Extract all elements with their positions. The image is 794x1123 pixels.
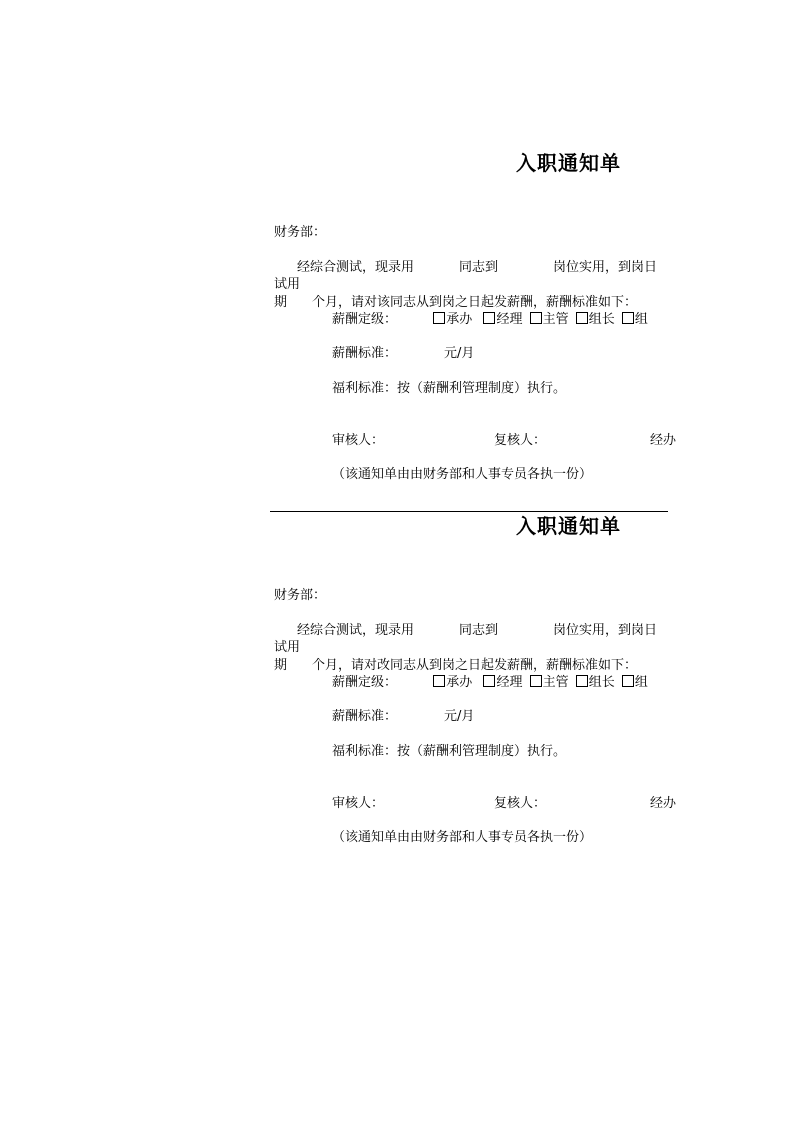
checkbox-icon	[483, 675, 495, 687]
period-label: 期	[274, 658, 288, 673]
checkbox-icon	[433, 675, 445, 687]
checkbox-icon	[530, 675, 542, 687]
period-text: 个月，请对该同志从到岗之日起发薪酬，薪酬标准如下：	[312, 295, 638, 310]
recipient-line: 财务部：	[274, 588, 327, 603]
period-text: 个月，请对改同志从到岗之日起发薪酬，薪酬标准如下：	[312, 658, 638, 673]
grade-option-1[interactable]: 承办	[433, 312, 472, 327]
grade-label: 薪酬定级：	[332, 675, 398, 690]
checkbox-icon	[433, 312, 445, 324]
salary-label: 薪酬标准：	[332, 346, 398, 361]
grade-row	[332, 312, 651, 327]
manager-label: 经办	[650, 433, 677, 448]
grade-option-5[interactable]: 组	[622, 312, 648, 327]
reviewer-label: 审核人：	[332, 796, 385, 811]
footer-note: （该通知单由由财务部和人事专员各执一份）	[332, 830, 593, 845]
notice-form	[270, 200, 677, 540]
notice-form	[270, 563, 677, 903]
grade-option-4[interactable]: 组长	[576, 675, 615, 690]
grade-label: 薪酬定级：	[332, 312, 398, 327]
checkbox-icon	[576, 675, 588, 687]
grade-option-5[interactable]: 组	[622, 675, 648, 690]
grade-option-2[interactable]: 经理	[483, 312, 522, 327]
intro-text-d: 试用	[274, 277, 301, 292]
intro-text-d: 试用	[274, 640, 301, 655]
grade-row	[332, 675, 651, 690]
grade-option-2[interactable]: 经理	[483, 675, 522, 690]
grade-option-4[interactable]: 组长	[576, 312, 615, 327]
checkbox-icon	[622, 312, 634, 324]
form-title: 入职通知单	[516, 151, 621, 175]
checkbox-icon	[576, 312, 588, 324]
welfare-line: 福利标准：按（薪酬利管理制度）执行。	[332, 381, 567, 396]
checkbox-icon	[622, 675, 634, 687]
grade-option-3[interactable]: 主管	[530, 675, 569, 690]
grade-option-1[interactable]: 承办	[433, 675, 472, 690]
intro-text-a: 经综合测试，现录用	[297, 623, 415, 638]
grade-option-3[interactable]: 主管	[530, 312, 569, 327]
salary-label: 薪酬标准：	[332, 709, 398, 724]
intro-text-c: 岗位实用，到岗日	[553, 623, 658, 638]
form-title: 入职通知单	[516, 514, 621, 538]
rechecker-label: 复核人：	[494, 796, 547, 811]
salary-unit: 元/月	[444, 709, 475, 724]
manager-label: 经办	[650, 796, 677, 811]
intro-text-b: 同志到	[459, 623, 499, 638]
recipient-line: 财务部：	[274, 225, 327, 240]
footer-note: （该通知单由由财务部和人事专员各执一份）	[332, 467, 593, 482]
rechecker-label: 复核人：	[494, 433, 547, 448]
intro-text-c: 岗位实用，到岗日	[553, 260, 658, 275]
intro-text-a: 经综合测试，现录用	[297, 260, 415, 275]
salary-unit: 元/月	[444, 346, 475, 361]
reviewer-label: 审核人：	[332, 433, 385, 448]
intro-text-b: 同志到	[459, 260, 499, 275]
checkbox-icon	[530, 312, 542, 324]
welfare-line: 福利标准：按（薪酬利管理制度）执行。	[332, 744, 567, 759]
period-label: 期	[274, 295, 288, 310]
checkbox-icon	[483, 312, 495, 324]
